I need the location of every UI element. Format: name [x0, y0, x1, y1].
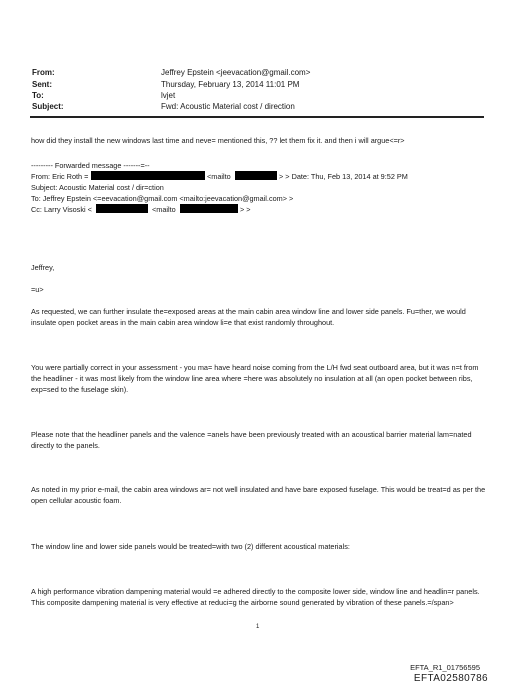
markup-fragment: =u> — [31, 285, 44, 294]
document-reference-small: EFTA_R1_01756595 — [410, 663, 480, 672]
page-number: 1 — [256, 624, 260, 630]
sent-value: Thursday, February 13, 2014 11:01 PM — [161, 80, 300, 89]
paragraph-2: You were partially correct in your assessment - you ma= have heard noise coming from the L/H fwd seat outboard area, but it was n=t from the headliner - it was most likely from the window line area where =here was absolutely no insulation at all (an open pocket between ribs, exp=sed to the fuselage skin). — [31, 363, 479, 394]
paragraph-4: As noted in my prior e-mail, the cabin area windows ar= not well insulated and have bare exposed fuselage. This would be treat=d as per the open cellular acoustic foam. — [31, 485, 486, 505]
subject-label: Subject: — [32, 102, 64, 111]
fwd-date-text: > > Date: Thu, Feb 13, 2014 at 9:52 PM — [279, 172, 408, 181]
fwd-cc-text: Cc: Larry Visoski < — [31, 205, 92, 214]
paragraph-6: A high performance vibration dampening material would =e adhered directly to the composite lower side, window line and headlin=r panels. This composite dampening material is very effective at reduci=g the airborne sound generated by vibration of these panels.=/span> — [31, 587, 480, 607]
redaction-block — [235, 171, 277, 180]
header-divider — [30, 116, 484, 118]
redaction-block — [91, 171, 205, 180]
paragraph-3: Please note that the headliner panels and the valence =anels have been previously treated with an acoustical barrier material lam=nated directly to the panels. — [31, 430, 472, 450]
document-reference-large: EFTA02580786 — [413, 673, 488, 684]
forwarded-message-line: --------- Forwarded message -------=-- — [31, 161, 150, 170]
from-label: From: — [32, 68, 55, 77]
paragraph-5: The window line and lower side panels would be treated=with two (2) different acoustical materials: — [31, 542, 350, 551]
redaction-block — [180, 204, 238, 213]
fwd-cc-mailto: <mailto — [152, 205, 176, 214]
fwd-from-text: From: Eric Roth = — [31, 172, 89, 181]
fwd-from-mailto: <mailto — [207, 172, 231, 181]
redaction-block — [96, 204, 148, 213]
fwd-subject-line: Subject: Acoustic Material cost / dir=ction — [31, 183, 164, 192]
intro-line: how did they install the new windows last time and neve= mentioned this, ?? let them fix it. and then i will argue<=r> — [31, 136, 405, 145]
fwd-cc-end: > > — [240, 205, 251, 214]
fwd-to-line: To: Jeffrey Epstein <=eevacation@gmail.com <mailto:jeevacation@gmail.com> > — [31, 194, 294, 203]
paragraph-1: As requested, we can further insulate the=exposed areas at the main cabin area window line and lower side panels. Fu=ther, we would insulate open pocket areas in the main cabin area window li=e that exist randomly throughout. — [31, 307, 466, 327]
from-value: Jeffrey Epstein <jeevacation@gmail.com> — [161, 68, 311, 77]
to-label: To: — [32, 91, 44, 100]
greeting: Jeffrey, — [31, 263, 55, 272]
sent-label: Sent: — [32, 80, 52, 89]
subject-value: Fwd: Acoustic Material cost / direction — [161, 102, 295, 111]
to-value: lvjet — [161, 91, 176, 100]
